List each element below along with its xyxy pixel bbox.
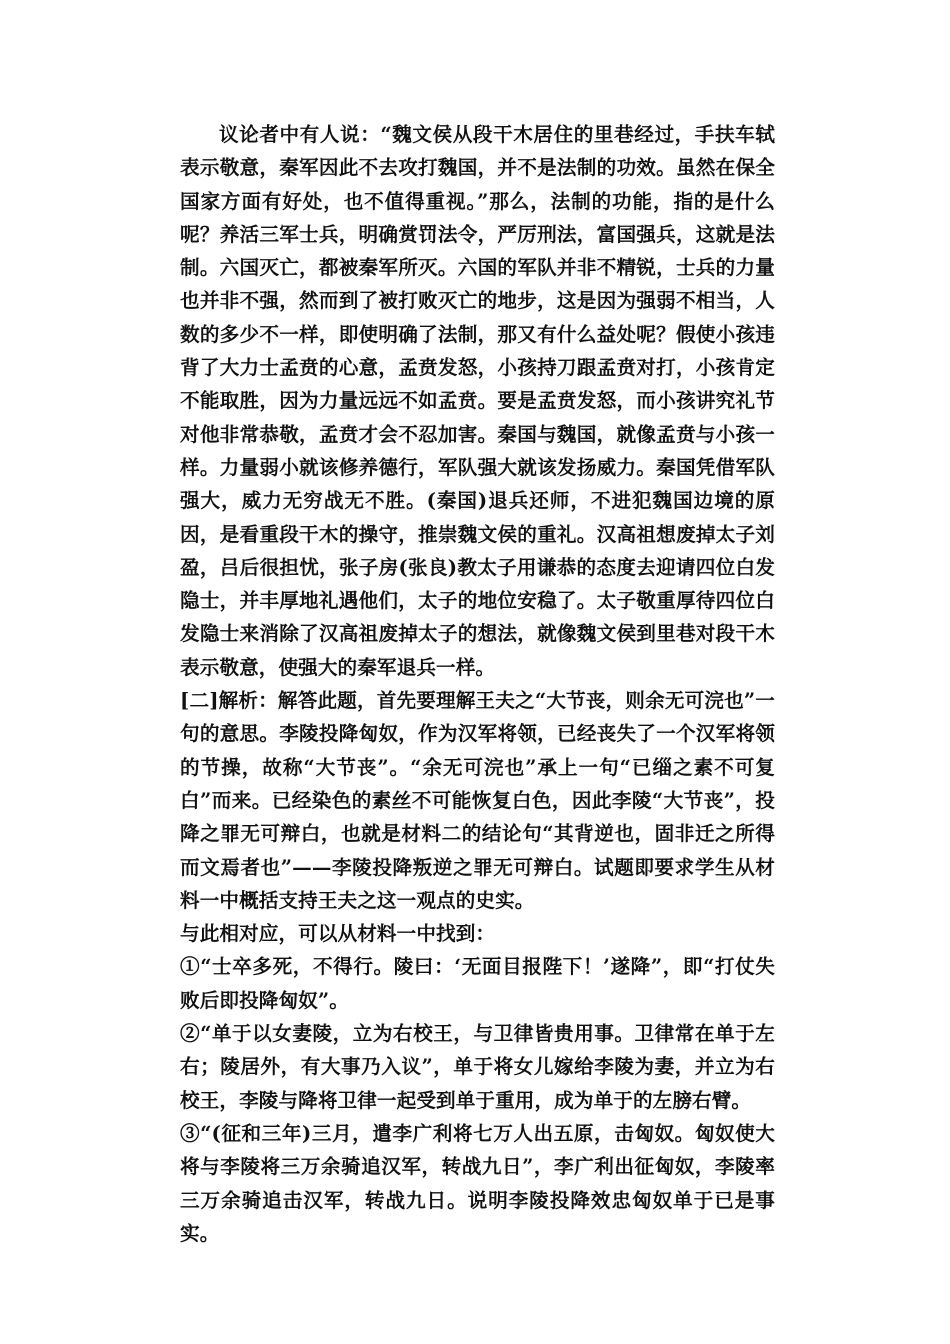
- document-page: [180, 118, 775, 1250]
- point-item-3: ③“(征和三年)三月，遣李广利将七万人出五原，击匈奴。匈奴使大将与李陵将三万余骑追汉军，转战九日”，李广利出征匈奴，李陵率三万余骑追击汉军，转战九日。说明李陵投降效忠匈奴单于已是事实。: [180, 1121, 775, 1245]
- point-item-1: ①“士卒多死，不得行。陵曰：‘无面目报陛下！’遂降”，即“打仗失败后即投降匈奴”。: [180, 955, 775, 1012]
- analysis-label: [二]解析: [180, 689, 259, 713]
- analysis-paragraph: [180, 684, 775, 917]
- translation-paragraph: 议论者中有人说：“魏文侯从段干木居住的里巷经过，手扶车轼表示敬意，秦军因此不去攻打魏国，并不是法制的功效。虽然在保全国家方面有好处，也不值得重视。”那么，法制的功能，指的是什么呢？养活三军士兵，明确赏罚法令，严厉刑法，富国强兵，这就是法制。六国灭亡，都被秦军所灭。六国的军队并非不精锐，士兵的力量也并非不强，然而到了被打败灭亡的地步，这是因为强弱不相当，人数的多少不一样，即使明确了法制，那又有什么益处呢？假使小孩违背了大力士孟贲的心意，孟贲发怒，小孩持刀跟孟贲对打，小孩肯定不能取胜，因为力量远远不如孟贲。要是孟贲发怒，而小孩讲究礼节对他非常恭敬，孟贲才会不忍加害。秦国与魏国，就像孟贲与小孩一样。力量弱小就该修养德行，军队强大就该发扬威力。秦国凭借军队强大，威力无穷战无不胜。(秦国)退兵还师，不进犯魏国边境的原因，是看重段干木的操守，推崇魏文侯的重礼。汉高祖想废掉太子刘盈，吕后很担忧，张子房(张良)教太子用谦恭的态度去迎请四位白发隐士，并丰厚地礼遇他们，太子的地位安稳了。太子敬重厚待四位白发隐士来消除了汉高祖废掉太子的想法，就像魏文侯到里巷对段干木表示敬意，使强大的秦军退兵一样。: [180, 123, 775, 679]
- analysis-text: ：解答此题，首先要理解王夫之“大节丧，则余无可浣也”一句的意思。李陵投降匈奴，作为汉军将领，已经丧失了一个汉军将领的节操，故称“大节丧”。“余无可浣也”承上一句“已缁之素不可复白”而来。已经染色的素丝不可能恢复白色，因此李陵“大节丧”，投降之罪无可辩白，也就是材料二的结论句“其背逆也，固非迁之所得而文焉者也”——李陵投降叛逆之罪无可辩白。试题即要求学生从材料一中概括支持王夫之这一观点的史实。: [180, 689, 775, 912]
- correspondence-line: 与此相对应，可以从材料一中找到：: [180, 922, 496, 946]
- point-item-2: ②“单于以女妻陵，立为右校王，与卫律皆贵用事。卫律常在单于左右；陵居外，有大事乃入议”，单于将女儿嫁给李陵为妻，并立为右校王，李陵与降将卫律一起受到单于重用，成为单于的左膀右臂。: [180, 1022, 775, 1112]
